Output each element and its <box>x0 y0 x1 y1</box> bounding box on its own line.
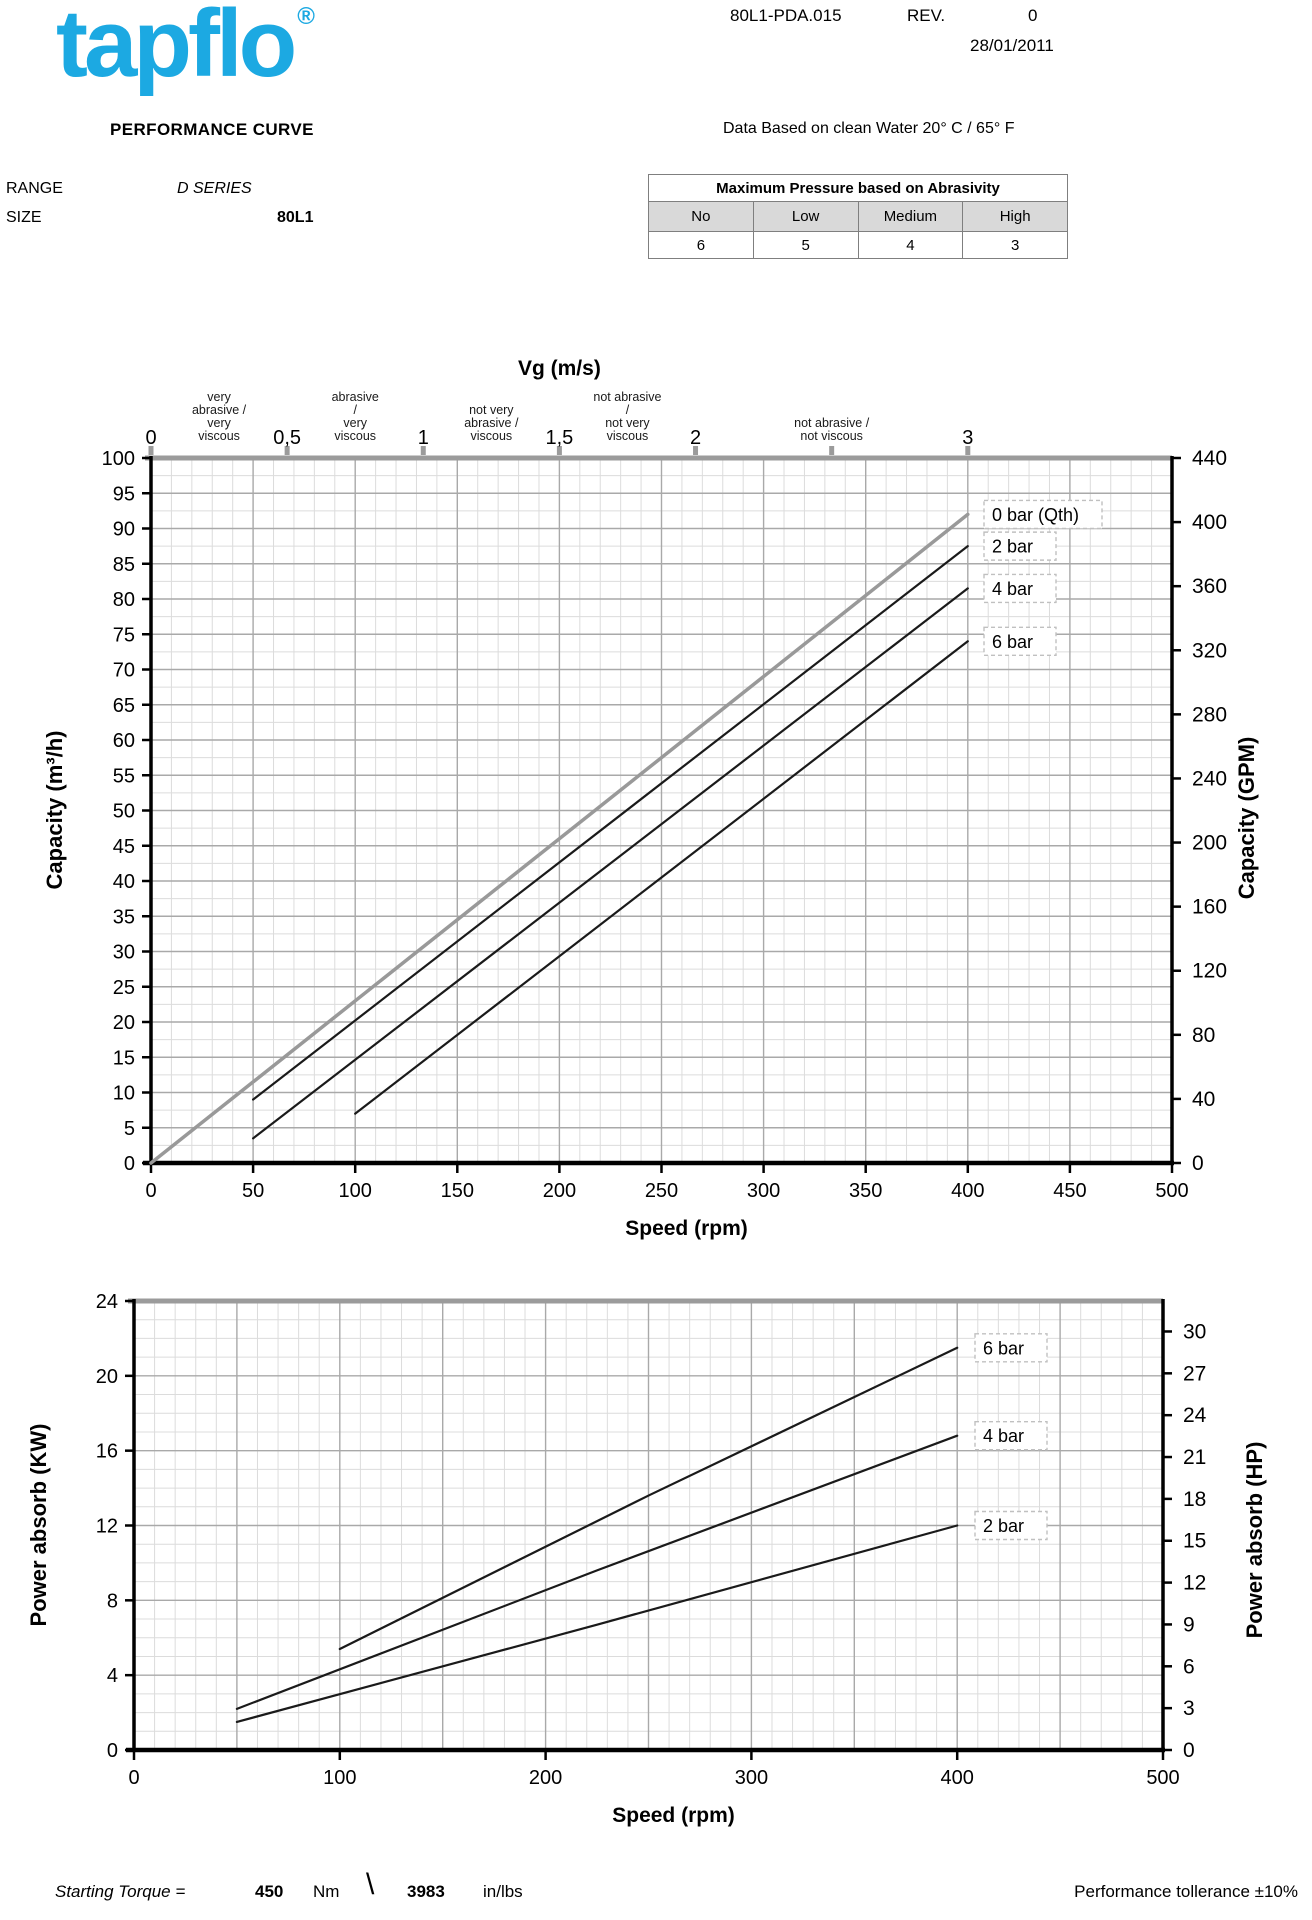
y-tick-label: 100 <box>101 448 135 470</box>
abrasivity-table-values-row <box>649 232 1068 259</box>
y-right-tick-label: 320 <box>1192 639 1228 663</box>
x-tick-label: 400 <box>940 1767 974 1789</box>
inlbs-unit: in/lbs <box>483 1882 523 1901</box>
curve-label: 6 bar <box>992 631 1034 652</box>
x-tick-label: 100 <box>338 1180 372 1202</box>
vg-tick-label: 1 <box>417 427 429 449</box>
y-tick-label: 80 <box>112 589 135 611</box>
abrasivity-val-no: 6 <box>649 232 754 259</box>
y-right-tick-label: 0 <box>1192 1152 1204 1175</box>
y-tick-label: 5 <box>123 1117 135 1140</box>
x-axis-title: Speed (rpm) <box>625 1217 748 1240</box>
tapflo-logo <box>56 0 315 101</box>
x-tick-label: 500 <box>1146 1767 1180 1789</box>
y-right-tick-label: 120 <box>1192 959 1228 983</box>
y-tick-label: 0 <box>123 1153 135 1175</box>
y-tick-label: 35 <box>112 906 135 929</box>
y-right-tick-label: 15 <box>1183 1529 1207 1553</box>
curve-4-bar <box>237 1436 957 1709</box>
y-tick-label: 45 <box>112 835 135 858</box>
y-tick-label: 20 <box>95 1365 118 1388</box>
abrasivity-val-high: 3 <box>963 232 1068 259</box>
vg-axis-title: Vg (m/s) <box>517 357 601 380</box>
y-tick-label: 25 <box>112 976 135 999</box>
y-tick-label: 20 <box>112 1012 135 1034</box>
y-tick-label: 90 <box>112 518 135 541</box>
vg-zone-label: very abrasive / very viscous <box>191 390 247 443</box>
y-right-tick-label: 360 <box>1192 575 1228 599</box>
y-right-tick-label: 24 <box>1183 1404 1207 1428</box>
abrasivity-table-title: Maximum Pressure based on Abrasivity <box>649 175 1068 202</box>
curve-label: 0 bar (Qth) <box>992 504 1080 525</box>
curve-label: 2 bar <box>983 1516 1025 1536</box>
curve-label: 2 bar <box>992 536 1034 557</box>
y-right-tick-label: 440 <box>1192 447 1228 470</box>
y-right-tick-label: 240 <box>1192 767 1228 791</box>
vg-tick-label: 0 <box>145 427 157 449</box>
size-value: 80L1 <box>277 209 314 226</box>
y-tick-label: 12 <box>95 1515 118 1538</box>
y-right-tick-label: 160 <box>1192 895 1228 919</box>
x-tick-label: 400 <box>951 1180 985 1202</box>
y-tick-label: 8 <box>106 1590 118 1613</box>
y-tick-label: 65 <box>112 694 135 717</box>
x-tick-label: 350 <box>849 1180 883 1202</box>
y-tick-label: 60 <box>112 730 135 752</box>
y-tick-label: 40 <box>112 871 135 893</box>
x-tick-label: 450 <box>1053 1180 1087 1202</box>
x-tick-label: 200 <box>542 1180 577 1202</box>
vg-zone-label: not abrasive / not viscous <box>794 416 870 443</box>
y-right-tick-label: 27 <box>1183 1362 1207 1386</box>
vg-tick-label: 1,5 <box>545 427 574 449</box>
tapflo-logo-text: tapflo <box>56 0 294 97</box>
y-tick-label: 70 <box>112 659 135 682</box>
torque-inlbs-value: 3983 <box>407 1882 445 1901</box>
x-tick-label: 500 <box>1155 1180 1189 1202</box>
doc-date: 28/01/2011 <box>970 36 1054 55</box>
page-title: PERFORMANCE CURVE <box>110 120 314 139</box>
registered-mark: ® <box>297 3 315 30</box>
y-tick-label: 15 <box>112 1047 135 1070</box>
y-right-tick-label: 6 <box>1183 1655 1195 1679</box>
curve-2-bar <box>237 1526 957 1722</box>
rev-label: REV. <box>907 6 946 25</box>
y-tick-label: 55 <box>112 765 135 788</box>
y-tick-label: 75 <box>112 624 135 647</box>
x-axis-title: Speed (rpm) <box>612 1804 735 1827</box>
x-tick-label: 200 <box>528 1767 563 1789</box>
rev-value: 0 <box>1028 6 1038 25</box>
y-axis-title: Capacity (m³/h) <box>42 730 67 890</box>
y-right-tick-label: 12 <box>1183 1571 1207 1595</box>
abrasivity-table-title-row <box>649 175 1068 202</box>
y-right-tick-label: 21 <box>1183 1446 1207 1470</box>
y-tick-label: 0 <box>106 1740 118 1762</box>
vg-tick-label: 2 <box>689 427 702 449</box>
doc-number: 80L1-PDA.015 <box>730 6 842 25</box>
abrasivity-table-header-row <box>649 202 1068 232</box>
curve-label: 4 bar <box>992 578 1034 599</box>
abrasivity-col-high: High <box>963 202 1068 232</box>
torque-nm-value: 450 <box>255 1882 284 1901</box>
curve-label: 4 bar <box>983 1426 1025 1447</box>
y-tick-label: 50 <box>112 800 135 823</box>
y-right-tick-label: 40 <box>1192 1087 1216 1111</box>
y-tick-label: 16 <box>95 1440 118 1463</box>
y-right-tick-label: 80 <box>1192 1023 1216 1047</box>
tolerance-note: Performance tollerance ±10% <box>1074 1882 1298 1901</box>
range-value: D SERIES <box>177 180 252 197</box>
vg-tick-label: 3 <box>962 427 974 449</box>
x-tick-label: 300 <box>746 1180 781 1202</box>
range-label: RANGE <box>6 180 63 197</box>
y-right-tick-label: 0 <box>1183 1739 1195 1762</box>
y-tick-label: 85 <box>112 553 135 576</box>
abrasivity-col-medium: Medium <box>858 202 963 232</box>
vg-zone-label: not very abrasive / viscous <box>464 403 519 443</box>
data-based-note: Data Based on clean Water 20° C / 65° F <box>723 120 1015 137</box>
abrasivity-col-low: Low <box>753 202 858 232</box>
curve-label: 6 bar <box>983 1338 1025 1359</box>
x-tick-label: 300 <box>734 1767 769 1789</box>
vg-zone-label: abrasive / very viscous <box>331 390 379 443</box>
vg-zone-label: not abrasive / not very viscous <box>593 390 662 443</box>
y-right-tick-label: 280 <box>1192 703 1228 727</box>
y-tick-label: 30 <box>112 941 135 964</box>
x-tick-label: 50 <box>241 1180 265 1202</box>
starting-torque-label: Starting Torque = <box>55 1882 186 1901</box>
x-tick-label: 0 <box>128 1767 140 1789</box>
y-axis-title: Power absorb (KW) <box>26 1423 51 1627</box>
abrasivity-table <box>648 174 1068 259</box>
y-right-tick-label: 30 <box>1183 1320 1207 1344</box>
y-tick-label: 4 <box>106 1665 118 1688</box>
nm-unit: Nm <box>313 1882 340 1901</box>
y-tick-label: 95 <box>112 483 135 506</box>
y-axis-right-title: Power absorb (HP) <box>1242 1441 1267 1639</box>
unit-divider: \ <box>366 1868 375 1901</box>
x-tick-label: 0 <box>145 1180 157 1202</box>
x-tick-label: 150 <box>440 1180 474 1202</box>
vg-tick-label: 0,5 <box>273 427 302 449</box>
x-tick-label: 250 <box>644 1180 679 1202</box>
size-label: SIZE <box>6 209 42 226</box>
abrasivity-col-no: No <box>649 202 754 232</box>
y-right-tick-label: 200 <box>1192 831 1228 855</box>
y-tick-label: 10 <box>112 1082 135 1105</box>
abrasivity-val-low: 5 <box>753 232 858 259</box>
y-right-tick-label: 9 <box>1183 1613 1195 1637</box>
y-tick-label: 24 <box>95 1291 118 1313</box>
y-axis-right-title: Capacity (GPM) <box>1234 736 1259 900</box>
y-right-tick-label: 3 <box>1183 1697 1195 1721</box>
y-right-tick-label: 18 <box>1183 1487 1207 1511</box>
abrasivity-val-medium: 4 <box>858 232 963 259</box>
y-right-tick-label: 400 <box>1192 511 1228 535</box>
x-tick-label: 100 <box>323 1767 357 1789</box>
curve-2-bar <box>253 546 968 1099</box>
